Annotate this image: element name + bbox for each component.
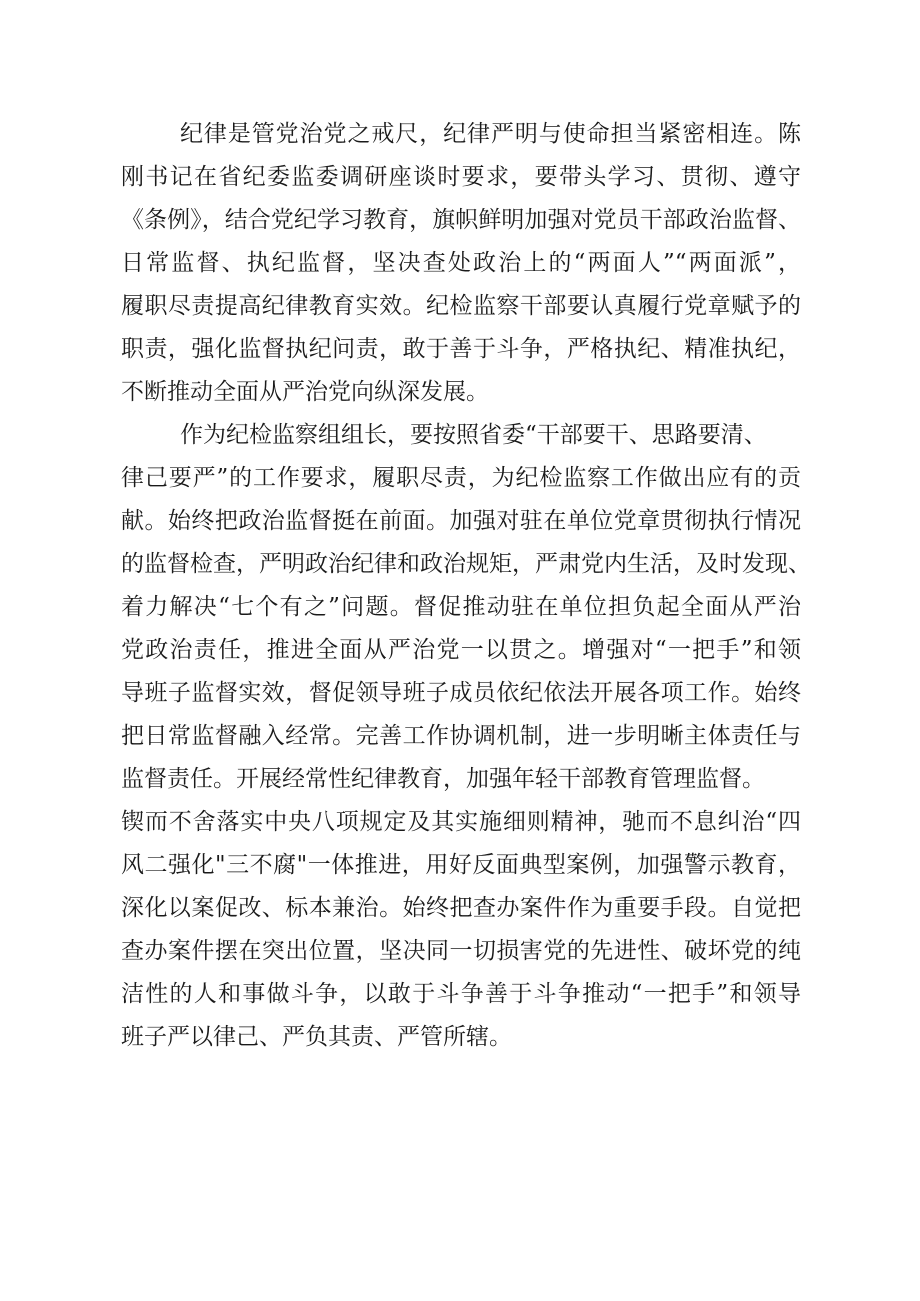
paragraph-2-line-6: 党政治责任，推进全面从严治党一以贯之。增强对“一把手”和领 (121, 637, 801, 663)
paragraph-2-line-7: 导班子监督实效，督促领导班子成员依纪依法开展各项工作。始终 (121, 680, 801, 706)
paragraph-2-line-9: 监督责任。开展经常性纪律教育，加强年轻干部教育管理监督。 (121, 766, 765, 792)
paragraph-1-line-3: 《条例》，结合党纪学习教育，旗帜鲜明加强对党员干部政治监督、 (121, 207, 801, 233)
paragraph-1-line-7: 不断推动全面从严治党向纵深发展。 (121, 379, 489, 405)
paragraph-2-line-4: 的监督检查，严明政治纪律和政治规矩，严肃党内生活，及时发现、 (121, 551, 811, 577)
paragraph-2-line-10: 锲而不舍落实中央八项规定及其实施细则精神，驰而不息纠治“四 (121, 809, 801, 835)
paragraph-2-line-15: 班子严以律己、严负其责、严管所辖。 (121, 1024, 512, 1050)
paragraph-2-line-14: 洁性的人和事做斗争，以敢于斗争善于斗争推动“一把手”和领导 (121, 981, 801, 1007)
paragraph-2-line-13: 查办案件摆在突出位置，坚决同一切损害党的先进性、破坏党的纯 (121, 938, 801, 964)
paragraph-1-line-5: 履职尽责提高纪律教育实效。纪检监察干部要认真履行党章赋予的 (121, 293, 801, 319)
paragraph-2-line-1: 作为纪检监察组组长，要按照省委“干部要干、思路要清、 (180, 422, 767, 448)
paragraph-1-line-1: 纪律是管党治党之戒尺，纪律严明与使命担当紧密相连。陈 (180, 121, 801, 147)
paragraph-1-line-2: 刚书记在省纪委监委调研座谈时要求，要带头学习、贯彻、遵守 (121, 164, 801, 190)
paragraph-2-line-8: 把日常监督融入经常。完善工作协调机制，进一步明晰主体责任与 (121, 723, 801, 749)
paragraph-1-line-6: 职责，强化监督执纪问责，敢于善于斗争，严格执纪、精准执纪， (121, 336, 801, 362)
paragraph-2-line-5: 着力解决“七个有之”问题。督促推动驻在单位担负起全面从严治 (121, 594, 801, 620)
paragraph-2-line-3: 献。始终把政治监督挺在前面。加强对驻在单位党章贯彻执行情况 (121, 508, 801, 534)
paragraph-2-line-11: 风二强化"三不腐"一体推进，用好反面典型案例，加强警示教育， (121, 852, 801, 878)
paragraph-2-line-2: 律己要严”的工作要求，履职尽责，为纪检监察工作做出应有的贡 (121, 465, 801, 491)
paragraph-1-line-4: 日常监督、执纪监督，坚决查处政治上的“两面人”“两面派”， (121, 250, 801, 276)
paragraph-2-line-12: 深化以案促改、标本兼治。始终把查办案件作为重要手段。自觉把 (121, 895, 801, 921)
